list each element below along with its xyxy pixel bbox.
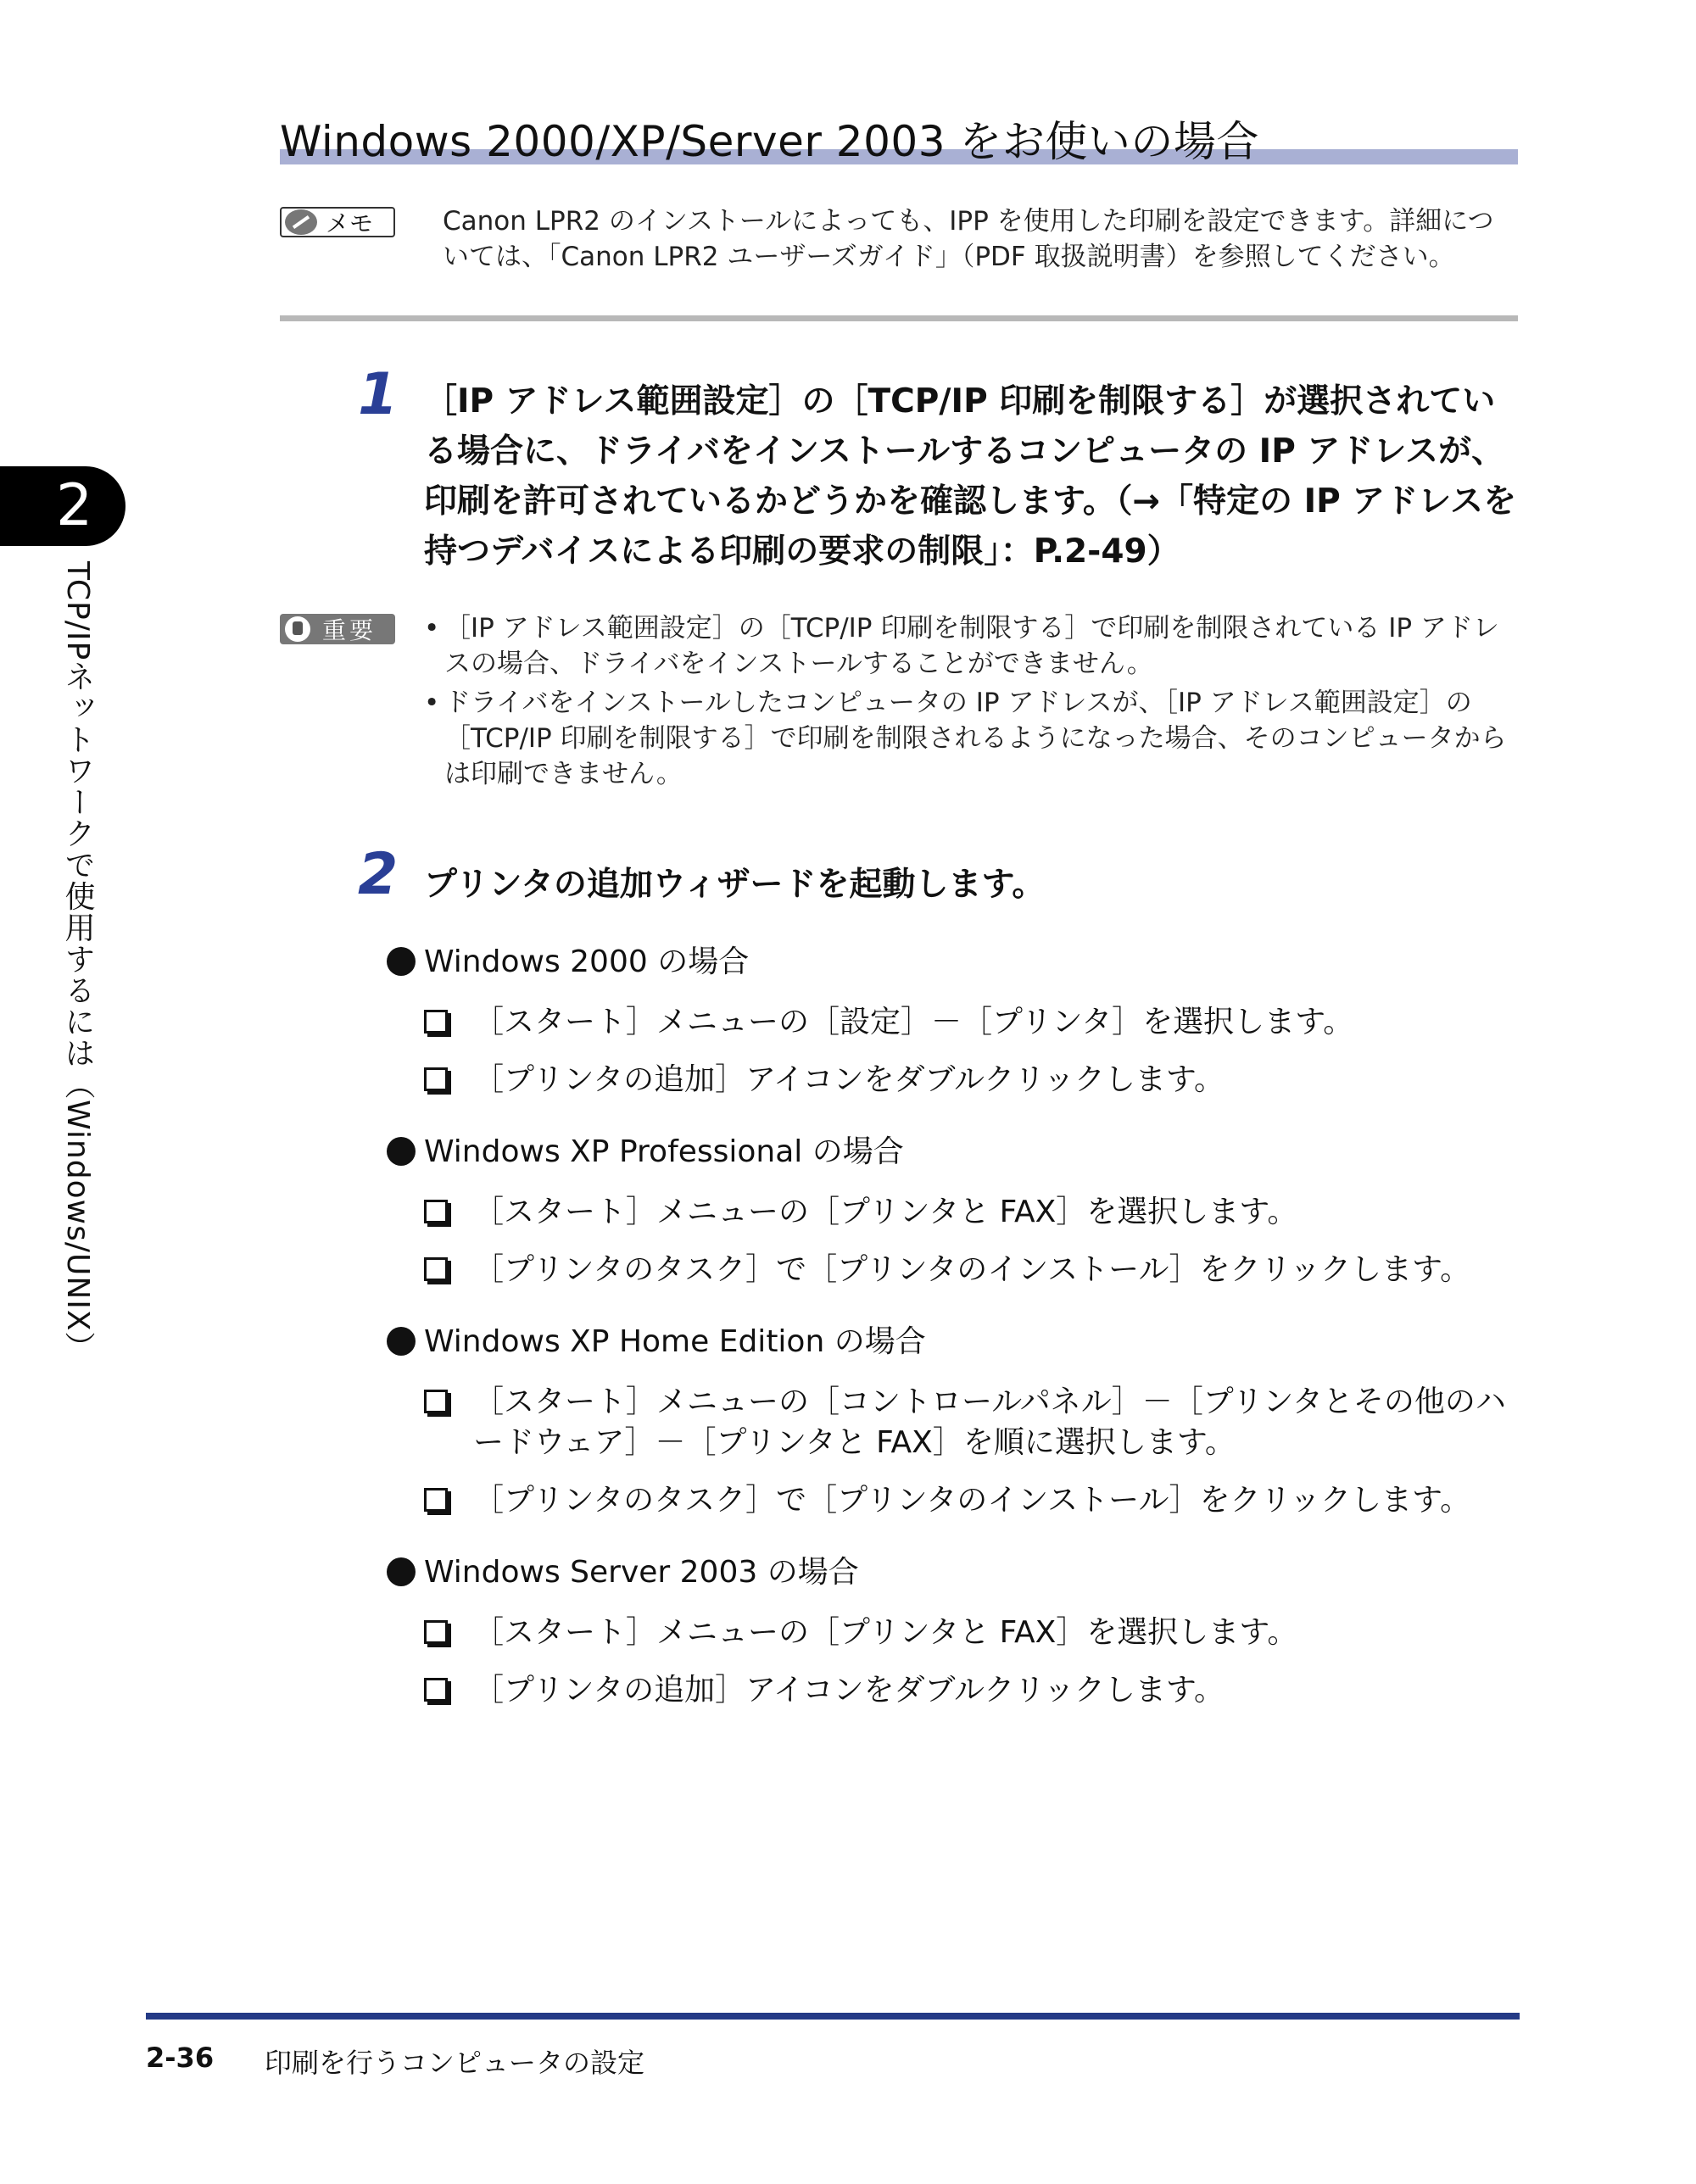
step-1-number: 1 [358,361,399,428]
check-item-text: ［スタート］メニューの［コントロールパネル］－［プリンタとその他のハードウェア］－［プリンタと FAX］を順に選択します。 [473,1384,1506,1460]
check-item-text: ［スタート］メニューの［プリンタと FAX］を選択します。 [473,1615,1298,1650]
checkbox-icon [424,1200,448,1223]
check-item [424,1613,1520,1653]
checkbox-icon [424,1488,448,1512]
os-heading-windows-server-2003 [387,1553,859,1592]
check-item-text: ［プリンタの追加］アイコンをダブルクリックします。 [473,1062,1225,1097]
check-item [424,1002,1520,1043]
memo-divider [280,315,1518,321]
check-item-text: ［スタート］メニューの［プリンタと FAX］を選択します。 [473,1195,1298,1229]
check-item [424,1382,1520,1463]
pencil-icon [285,209,317,235]
check-item-text: ［プリンタの追加］アイコンをダブルクリックします。 [473,1673,1225,1708]
hand-stop-icon [285,616,310,642]
checkbox-icon [424,1067,448,1091]
footer-title: 印刷を行うコンピュータの設定 [265,2047,645,2079]
section-title: Windows 2000/XP/Server 2003 をお使いの場合 [280,117,1259,166]
check-item-text: ［プリンタのタスク］で［プリンタのインストール］をクリックします。 [473,1252,1471,1287]
important-item-text: ドライバをインストールしたコンピュータの IP アドレスが、［IP アドレス範囲設定］の［TCP/IP 印刷を制限する］で印刷を制限されるようになった場合、そのコンピュータからは印刷できません。 [444,688,1507,789]
check-item [424,1250,1520,1290]
check-item [424,1060,1520,1100]
bullet-dot: • [424,613,440,644]
os-heading-text: Windows XP Home Edition の場合 [424,1324,926,1359]
os-heading-text: Windows Server 2003 の場合 [424,1555,859,1590]
important-badge-label: 重要 [322,616,377,644]
bullet-dot: • [424,688,440,718]
check-item-text: ［スタート］メニューの［設定］－［プリンタ］を選択します。 [473,1005,1354,1039]
important-item [424,685,1520,792]
memo-text: Canon LPR2 のインストールによっても、IPP を使用した印刷を設定できます。詳細については、「Canon LPR2 ユーザーズガイド」（PDF 取扱説明書）を参照してください。 [443,206,1494,272]
checkbox-icon [424,1620,448,1644]
checkbox-icon [424,1010,448,1034]
memo-badge-label: メモ [326,209,374,237]
checkbox-icon [424,1678,448,1702]
filled-circle-icon [387,1327,416,1356]
os-heading-text: Windows XP Professional の場合 [424,1134,904,1169]
memo-badge [280,207,395,237]
os-heading-text: Windows 2000 の場合 [424,944,750,979]
checkbox-icon [424,1257,448,1281]
checkbox-icon [424,1390,448,1413]
important-badge [280,614,395,644]
step-2-text: プリンタの追加ウィザードを起動します。 [424,866,1046,904]
chapter-tab [0,466,126,546]
important-list [424,610,1520,795]
check-item [424,1192,1520,1233]
important-item-text: ［IP アドレス範囲設定］の［TCP/IP 印刷を制限する］で印刷を制限されている IP アドレスの場合、ドライバをインストールすることができません。 [444,613,1499,679]
section-header [280,115,1518,168]
check-item [424,1480,1520,1521]
chapter-number: 2 [56,472,93,539]
footer-rule [146,2013,1520,2020]
step-1-text: ［IP アドレス範囲設定］の［TCP/IP 印刷を制限する］が選択されている場合に、ドライバをインストールするコンピュータの IP アドレスが、印刷を許可されているかどうかを確認します。（→「特定の IP アドレスを持つデバイスによる印刷の要求の制限」：P.2-49） [424,382,1517,571]
filled-circle-icon [387,1137,416,1166]
os-heading-windows-xp-professional [387,1133,904,1172]
chapter-title-vertical: TCP/IPネットワークで使用するには（Windows/UNIX） [60,561,95,1363]
check-item-text: ［プリンタのタスク］で［プリンタのインストール］をクリックします。 [473,1483,1471,1518]
check-item [424,1670,1520,1711]
os-heading-windows-2000 [387,943,749,982]
step-2-number: 2 [358,841,399,908]
os-heading-windows-xp-home [387,1323,926,1362]
page-number: 2-36 [146,2042,215,2074]
filled-circle-icon [387,1557,416,1586]
filled-circle-icon [387,947,416,976]
important-item [424,610,1520,682]
